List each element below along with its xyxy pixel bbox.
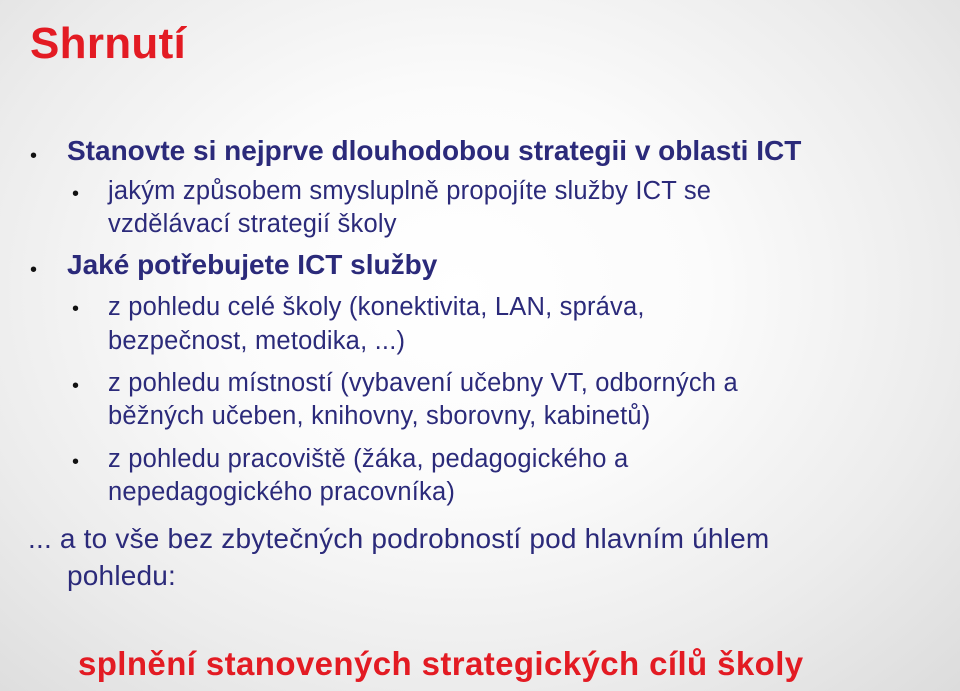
sub-item-workplace-view-line2: nepedagogického pracovníka)	[108, 478, 456, 506]
bullet-dot: •	[72, 183, 80, 205]
sub-item-rooms-view-line2: běžných učeben, knihovny, sborovny, kabinetů)	[108, 402, 651, 430]
summary-line2: pohledu:	[67, 560, 177, 591]
sub-item-school-view-line2: bezpečnost, metodika, ...)	[108, 327, 406, 355]
slide-title: Shrnutí	[30, 19, 187, 68]
bullet-dot: •	[72, 451, 80, 473]
bullet-item-ict-services: Jaké potřebujete ICT služby	[67, 249, 438, 280]
bullet-dot: •	[72, 375, 80, 397]
bullet-dot: •	[30, 145, 38, 167]
bullet-dot: •	[30, 259, 38, 281]
bullet-item-strategy: Stanovte si nejprve dlouhodobou strategii v oblasti ICT	[67, 135, 802, 166]
summary-line1: ... a to vše bez zbytečných podrobností pod hlavním úhlem	[28, 523, 770, 554]
footer-goal: splnění stanovených strategických cílů školy	[78, 645, 804, 682]
sub-item-rooms-view-line1: z pohledu místností (vybavení učebny VT, odborných a	[108, 369, 738, 397]
sub-item-workplace-view-line1: z pohledu pracoviště (žáka, pedagogického a	[108, 445, 629, 473]
sub-item-ict-integration-line2: vzdělávací strategií školy	[108, 210, 397, 238]
sub-item-ict-integration-line1: jakým způsobem smysluplně propojíte služby ICT se	[108, 177, 712, 205]
sub-item-school-view-line1: z pohledu celé školy (konektivita, LAN, správa,	[108, 293, 645, 321]
bullet-dot: •	[72, 298, 80, 320]
